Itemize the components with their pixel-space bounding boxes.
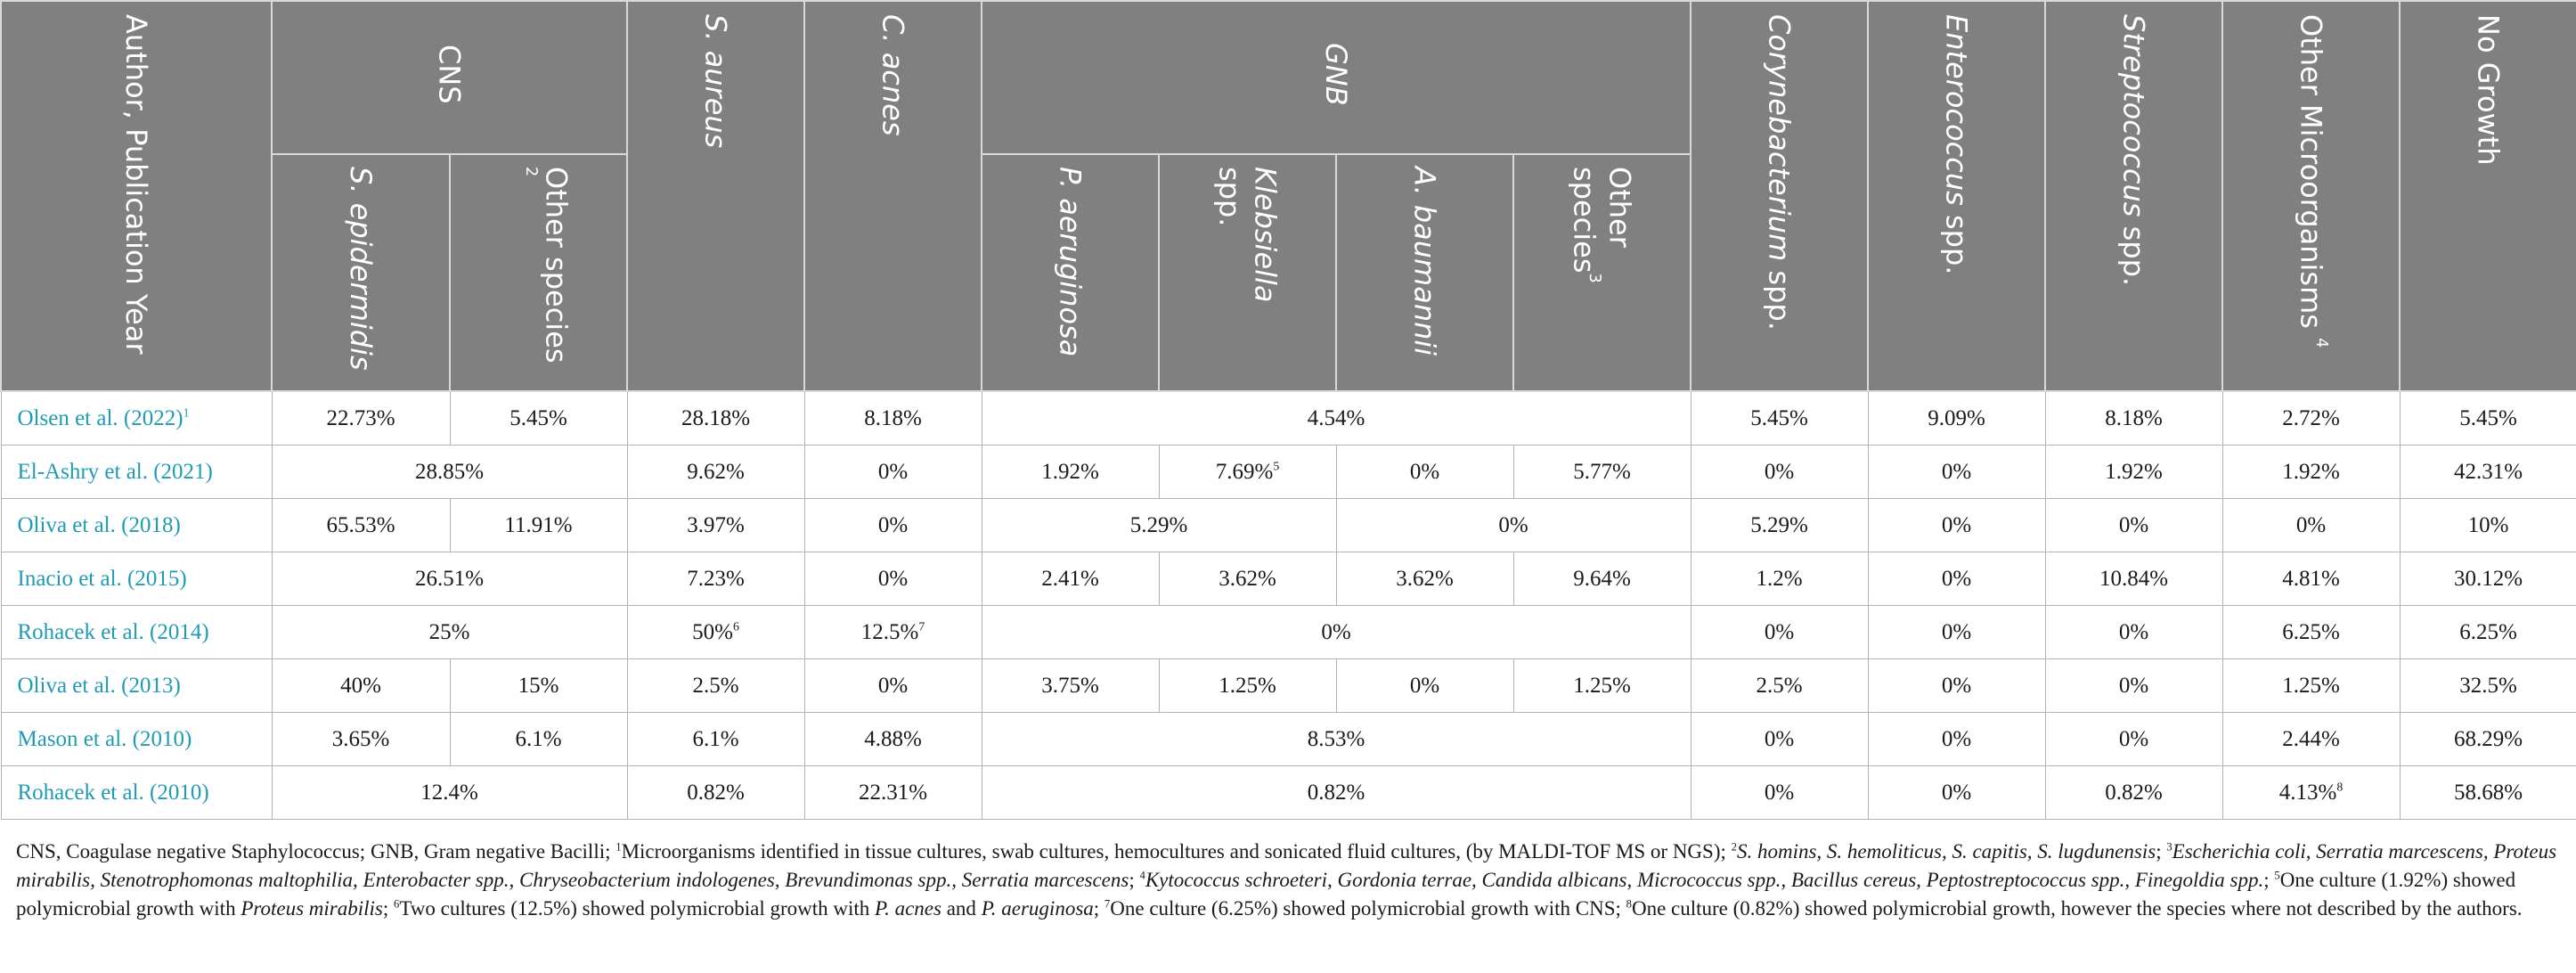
s-aureus-header: S. aureus bbox=[627, 1, 804, 391]
value-cell: 5.77% bbox=[1513, 446, 1691, 499]
value-cell: 2.44% bbox=[2222, 713, 2400, 766]
value-cell: 0% bbox=[1336, 659, 1513, 713]
value-cell: 2.5% bbox=[1691, 659, 1868, 713]
value-cell: 0% bbox=[804, 499, 982, 552]
value-cell: 0% bbox=[1868, 552, 2045, 606]
value-cell: 6.25% bbox=[2222, 606, 2400, 659]
value-cell: 7.23% bbox=[627, 552, 804, 606]
value-cell: 3.62% bbox=[1159, 552, 1336, 606]
author-year-header: Author, Publication Year bbox=[1, 1, 272, 391]
value-cell: 22.31% bbox=[804, 766, 982, 820]
value-cell: 12.5%$^7$ bbox=[804, 606, 982, 659]
table-row bbox=[1, 499, 2576, 552]
value-cell: 5.29% bbox=[982, 499, 1336, 552]
value-cell: 8.53% bbox=[982, 713, 1691, 766]
value-cell: 3.97% bbox=[627, 499, 804, 552]
streptococcus-header: Streptococcus spp. bbox=[2045, 1, 2222, 391]
corynebacterium-header: Corynebacterium spp. bbox=[1691, 1, 1868, 391]
author-cell[interactable]: Oliva et al. (2013) bbox=[1, 659, 272, 713]
value-cell: 25% bbox=[272, 606, 627, 659]
value-cell: 6.1% bbox=[627, 713, 804, 766]
value-cell: 42.31% bbox=[2400, 446, 2576, 499]
value-cell: 4.88% bbox=[804, 713, 982, 766]
value-cell: 40% bbox=[272, 659, 450, 713]
enterococcus-header: Enterococcus spp. bbox=[1868, 1, 2045, 391]
value-cell: 9.09% bbox=[1868, 391, 2045, 446]
table-row bbox=[1, 446, 2576, 499]
value-cell: 12.4% bbox=[272, 766, 627, 820]
table-row bbox=[1, 713, 2576, 766]
value-cell: 1.92% bbox=[2222, 446, 2400, 499]
value-cell: 10% bbox=[2400, 499, 2576, 552]
value-cell: 3.65% bbox=[272, 713, 450, 766]
value-cell: 4.81% bbox=[2222, 552, 2400, 606]
author-cell[interactable]: El-Ashry et al. (2021) bbox=[1, 446, 272, 499]
value-cell: 0% bbox=[1336, 499, 1691, 552]
value-cell: 1.25% bbox=[1159, 659, 1336, 713]
value-cell: 0% bbox=[2045, 606, 2222, 659]
value-cell: 4.13%$^8$ bbox=[2222, 766, 2400, 820]
gnb-header: GNB bbox=[982, 1, 1691, 154]
value-cell: 7.69%$^5$ bbox=[1159, 446, 1336, 499]
value-cell: 0% bbox=[1336, 446, 1513, 499]
table-footnote: CNS, Coagulase negative Staphylococcus; GNB, Gram negative Bacilli; $^1$Microorganisms identified in tissue cultures, swab cultures, hemocultures and sonicated fluid cultures, (by MALDI-TOF MS or NGS); $^2$S. homins, S. hemoliticus, S. capitis, S. lugdunensis; $^3$Escherichia coli, Serratia marcescens, Proteus mirabilis, Stenotrophomonas maltophilia, Enterobacter spp., Chryseobacterium indologenes, Brevundimonas spp., Serratia marcescens; $^4$Kytococcus schroeteri, Gordonia terrae, Candida albicans, Micrococcus spp., Bacillus cereus, Peptostreptococcus spp., Finegoldia spp.; $^5$One culture (1.92%) showed polymicrobial growth with Proteus mirabilis; $^6$Two cultures (12.5%) showed polymicrobial growth with P. acnes and P. aeruginosa; $^7$One culture (6.25%) showed polymicrobial growth with CNS; $^8$One culture (0.82%) showed polymicrobial growth, however the species where not described by the authors. bbox=[16, 840, 2557, 920]
value-cell: 2.5% bbox=[627, 659, 804, 713]
author-cell[interactable]: Inacio et al. (2015) bbox=[1, 552, 272, 606]
value-cell: 0% bbox=[804, 552, 982, 606]
klebsiella-header: Klebsiella spp. bbox=[1159, 154, 1336, 391]
no-growth-header: No Growth bbox=[2400, 1, 2576, 391]
value-cell: 68.29% bbox=[2400, 713, 2576, 766]
gnb-other-species-header: Other species$^3$ bbox=[1513, 154, 1691, 391]
table-row bbox=[1, 766, 2576, 820]
table-row bbox=[1, 659, 2576, 713]
p-aeruginosa-header: P. aeruginosa bbox=[982, 154, 1159, 391]
value-cell: 0% bbox=[804, 446, 982, 499]
value-cell: 0.82% bbox=[627, 766, 804, 820]
value-cell: 0% bbox=[804, 659, 982, 713]
value-cell: 6.1% bbox=[450, 713, 627, 766]
value-cell: 26.51% bbox=[272, 552, 627, 606]
value-cell: 30.12% bbox=[2400, 552, 2576, 606]
value-cell: 5.45% bbox=[1691, 391, 1868, 446]
value-cell: 0.82% bbox=[2045, 766, 2222, 820]
value-cell: 28.18% bbox=[627, 391, 804, 446]
value-cell: 1.92% bbox=[2045, 446, 2222, 499]
author-cell[interactable]: Mason et al. (2010) bbox=[1, 713, 272, 766]
value-cell: 0% bbox=[1868, 606, 2045, 659]
value-cell: 10.84% bbox=[2045, 552, 2222, 606]
value-cell: 0% bbox=[1868, 446, 2045, 499]
value-cell: 15% bbox=[450, 659, 627, 713]
author-cell[interactable]: Oliva et al. (2018) bbox=[1, 499, 272, 552]
value-cell: 0% bbox=[1868, 766, 2045, 820]
value-cell: 9.64% bbox=[1513, 552, 1691, 606]
value-cell: 11.91% bbox=[450, 499, 627, 552]
value-cell: 8.18% bbox=[804, 391, 982, 446]
value-cell: 8.18% bbox=[2045, 391, 2222, 446]
value-cell: 0% bbox=[1691, 606, 1868, 659]
value-cell: 65.53% bbox=[272, 499, 450, 552]
value-cell: 58.68% bbox=[2400, 766, 2576, 820]
value-cell: 1.25% bbox=[1513, 659, 1691, 713]
author-cell[interactable]: Olsen et al. $(2022)^1$ bbox=[1, 391, 272, 446]
table-row bbox=[1, 606, 2576, 659]
c-acnes-header: C. acnes bbox=[804, 1, 982, 391]
value-cell: 3.62% bbox=[1336, 552, 1513, 606]
value-cell: 0% bbox=[2045, 713, 2222, 766]
value-cell: 1.2% bbox=[1691, 552, 1868, 606]
value-cell: 5.45% bbox=[2400, 391, 2576, 446]
value-cell: 22.73% bbox=[272, 391, 450, 446]
value-cell: 0.82% bbox=[982, 766, 1691, 820]
value-cell: 4.54% bbox=[982, 391, 1691, 446]
value-cell: 6.25% bbox=[2400, 606, 2576, 659]
other-microorganisms-header: Other Microorganisms $^4$ bbox=[2222, 1, 2400, 391]
value-cell: 2.41% bbox=[982, 552, 1159, 606]
value-cell: 3.75% bbox=[982, 659, 1159, 713]
value-cell: 0% bbox=[2045, 499, 2222, 552]
value-cell: 0% bbox=[1868, 713, 2045, 766]
value-cell: 0% bbox=[1868, 499, 2045, 552]
value-cell: 5.45% bbox=[450, 391, 627, 446]
value-cell: 0% bbox=[1691, 713, 1868, 766]
value-cell: 0% bbox=[2045, 659, 2222, 713]
table-row bbox=[1, 552, 2576, 606]
value-cell: 0% bbox=[2222, 499, 2400, 552]
cns-other-species-header: Other species $^2$ bbox=[450, 154, 627, 391]
value-cell: 0% bbox=[1691, 766, 1868, 820]
a-baumannii-header: A. baumannii bbox=[1336, 154, 1513, 391]
table-row bbox=[1, 391, 2576, 446]
value-cell: 2.72% bbox=[2222, 391, 2400, 446]
value-cell: 1.92% bbox=[982, 446, 1159, 499]
value-cell: 5.29% bbox=[1691, 499, 1868, 552]
value-cell: 28.85% bbox=[272, 446, 627, 499]
author-cell[interactable]: Rohacek et al. (2010) bbox=[1, 766, 272, 820]
cns-header: CNS bbox=[272, 1, 627, 154]
value-cell: 32.5% bbox=[2400, 659, 2576, 713]
value-cell: 0% bbox=[1691, 446, 1868, 499]
value-cell: 0% bbox=[1868, 659, 2045, 713]
value-cell: 0% bbox=[982, 606, 1691, 659]
value-cell: 1.25% bbox=[2222, 659, 2400, 713]
value-cell: 9.62% bbox=[627, 446, 804, 499]
s-epidermidis-header: S. epidermidis bbox=[272, 154, 450, 391]
author-cell[interactable]: Rohacek et al. (2014) bbox=[1, 606, 272, 659]
value-cell: 50%$^6$ bbox=[627, 606, 804, 659]
